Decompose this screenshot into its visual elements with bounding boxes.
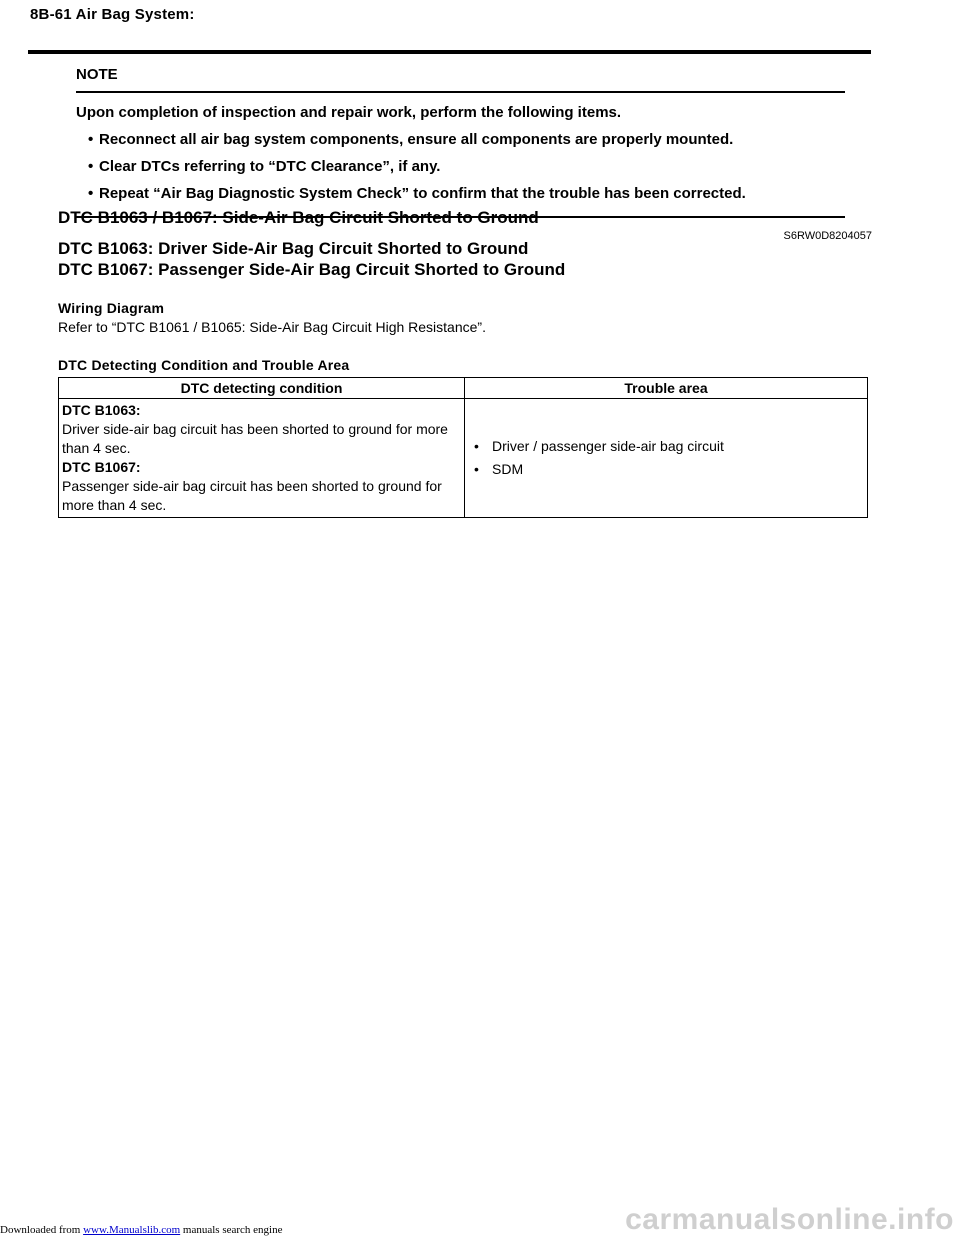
list-item bbox=[474, 437, 864, 456]
note-item-text: Repeat “Air Bag Diagnostic System Check” to confirm that the trouble has been corrected. bbox=[99, 185, 746, 202]
table-header-row bbox=[59, 378, 868, 399]
section-code: S6RW0D8204057 bbox=[783, 230, 872, 242]
subtitle-driver: DTC B1063: Driver Side-Air Bag Circuit Shorted to Ground bbox=[58, 239, 529, 258]
page-header: 8B-61 Air Bag System: bbox=[30, 6, 195, 23]
bullet-icon: • bbox=[474, 461, 479, 477]
detecting-heading: DTC Detecting Condition and Trouble Area bbox=[58, 357, 350, 373]
condition-cell bbox=[59, 399, 465, 518]
footer-suffix: manuals search engine bbox=[180, 1224, 283, 1236]
trouble-area-text: Driver / passenger side-air bag circuit bbox=[492, 438, 724, 454]
note-lead: Upon completion of inspection and repair work, perform the following items. bbox=[76, 104, 622, 121]
trouble-area-text: SDM bbox=[492, 461, 524, 477]
condition-code-2: DTC B1067: bbox=[62, 459, 141, 475]
note-item-text: Clear DTCs referring to “DTC Clearance”, if any. bbox=[99, 158, 441, 175]
note-item bbox=[76, 131, 845, 148]
section-title: DTC B1063 / B1067: Side-Air Bag Circuit Shorted to Ground bbox=[58, 208, 539, 227]
note-item bbox=[76, 185, 845, 202]
footer-link[interactable]: www.Manualslib.com bbox=[83, 1224, 181, 1236]
col-header-condition: DTC detecting condition bbox=[59, 378, 465, 399]
bullet-icon: • bbox=[88, 158, 94, 175]
note-item bbox=[76, 158, 845, 175]
bullet-icon: • bbox=[474, 438, 479, 454]
condition-code-1: DTC B1063: bbox=[62, 402, 141, 418]
list-item bbox=[474, 460, 864, 479]
trouble-area-list bbox=[468, 437, 864, 479]
watermark: carmanualsonline.info bbox=[625, 1203, 954, 1236]
note-box bbox=[76, 66, 845, 218]
note-list bbox=[76, 131, 845, 202]
header-rule bbox=[28, 50, 871, 54]
bullet-icon: • bbox=[88, 131, 94, 148]
table-row bbox=[59, 399, 868, 518]
condition-text-2: Passenger side-air bag circuit has been shorted to ground for more than 4 sec. bbox=[62, 478, 442, 513]
col-header-trouble-area: Trouble area bbox=[465, 378, 868, 399]
trouble-area-cell bbox=[465, 399, 868, 518]
wiring-text: Refer to “DTC B1061 / B1065: Side-Air Bag Circuit High Resistance”. bbox=[58, 319, 486, 335]
subtitle-passenger: DTC B1067: Passenger Side-Air Bag Circuit Shorted to Ground bbox=[58, 260, 566, 279]
note-title: NOTE bbox=[76, 66, 118, 83]
condition-text-1: Driver side-air bag circuit has been shorted to ground for more than 4 sec. bbox=[62, 421, 448, 456]
dtc-table bbox=[58, 377, 868, 518]
footer-prefix: Downloaded from bbox=[0, 1224, 84, 1236]
wiring-heading: Wiring Diagram bbox=[58, 300, 165, 316]
note-top-rule bbox=[76, 91, 845, 93]
footer bbox=[0, 1224, 282, 1236]
bullet-icon: • bbox=[88, 185, 94, 202]
note-item-text: Reconnect all air bag system components, ensure all components are properly mounted. bbox=[99, 131, 734, 148]
